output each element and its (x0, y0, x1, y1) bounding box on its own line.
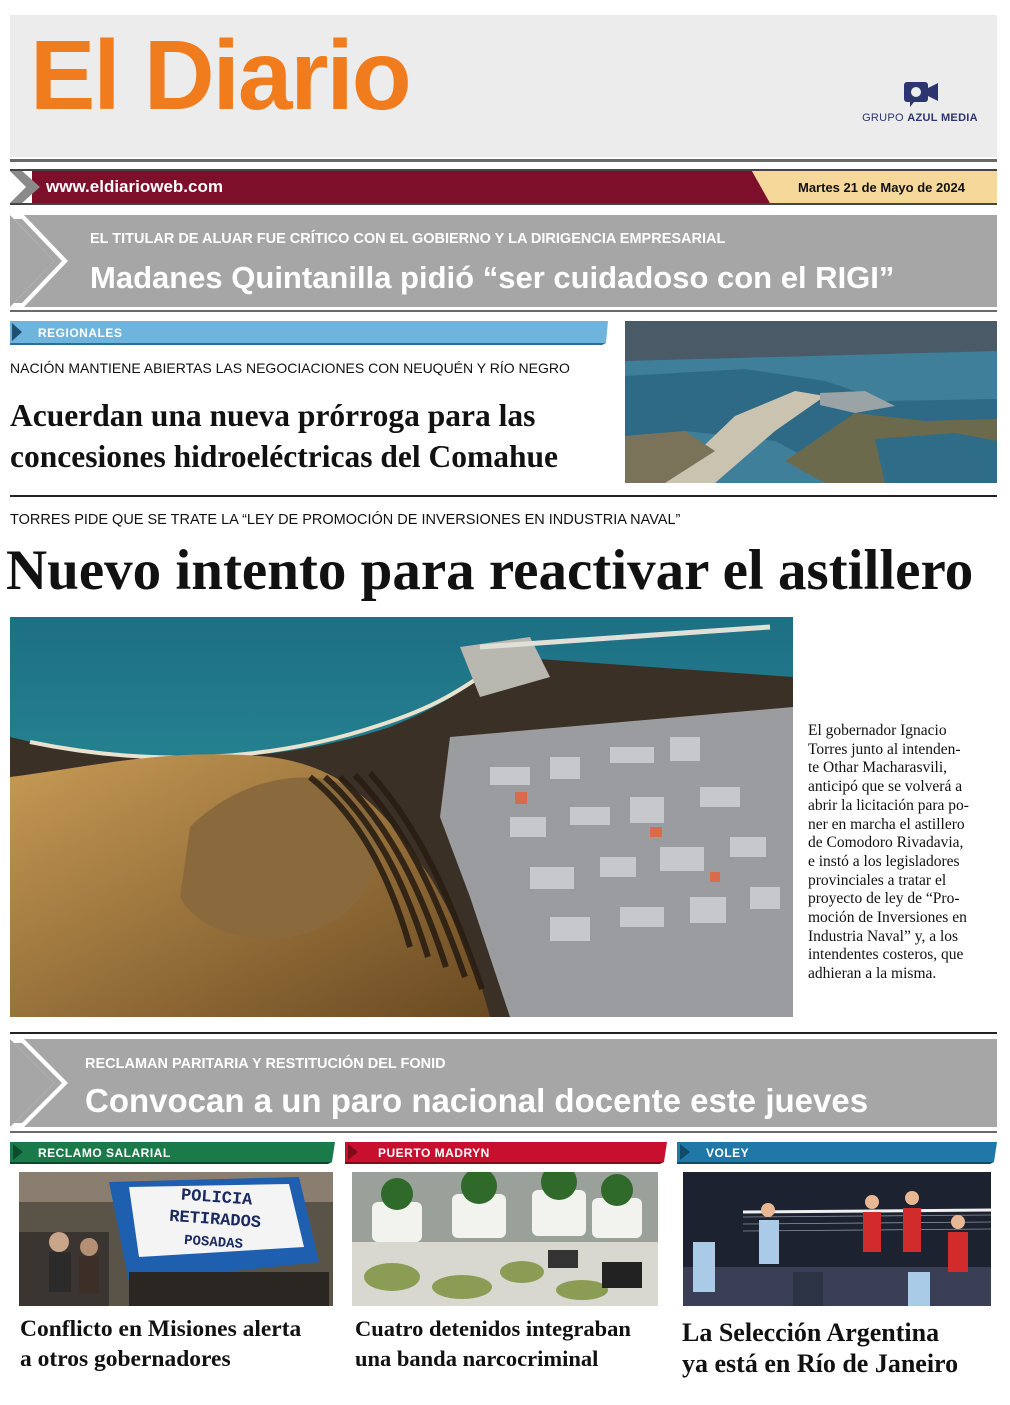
body-line: proyecto de ley de “Pro- (808, 890, 960, 908)
strike-headline[interactable]: Convocan a un paro nacional docente este jueves (85, 1082, 869, 1119)
logo-text: El Diario (30, 20, 410, 130)
lead-kicker: EL TITULAR DE ALUAR FUE CRÍTICO CON EL GOBIERNO Y LA DIRIGENCIA EMPRESARIAL (90, 231, 726, 247)
site-url-link[interactable]: www.eldiarioweb.com (46, 177, 223, 196)
body-line: provinciales a tratar el (808, 871, 947, 889)
body-line: te Othar Macharasvili, (808, 759, 948, 777)
regional-headline-line1: Acuerdan una nueva prórroga para las (10, 398, 536, 433)
group-prefix: GRUPO (862, 112, 904, 124)
chevron-right-icon (10, 215, 70, 307)
body-line: adhieran a la misma. (808, 965, 937, 983)
lead-headline[interactable]: Madanes Quintanilla pidió “ser cuidadoso con el RIGI” (90, 260, 895, 295)
volleyball-match-photo[interactable] (683, 1172, 991, 1306)
section-label-puerto-madryn: PUERTO MADRYN (378, 1146, 490, 1160)
body-line: El gobernador Ignacio (808, 722, 947, 739)
main-kicker: TORRES PIDE QUE SE TRATE LA “LEY DE PROMOCIÓN DE INVERSIONES EN INDUSTRIA NAVAL” (10, 512, 681, 528)
section-label-reclamo-salarial: RECLAMO SALARIAL (38, 1146, 171, 1160)
regional-kicker: NACIÓN MANTIENE ABIERTAS LAS NEGOCIACIONES CON NEUQUÉN Y RÍO NEGRO (10, 360, 570, 376)
headline-line: a otros gobernadores (20, 1346, 231, 1373)
section-label-regionales: REGIONALES (38, 326, 123, 340)
story-headline[interactable] (20, 1316, 301, 1373)
body-line: ner en marcha el astillero (808, 815, 965, 833)
story-headline[interactable] (682, 1318, 958, 1378)
main-body-text (808, 722, 998, 984)
regional-headline-line2: concesiones hidroeléctricas del Comahue (10, 439, 558, 475)
seized-plants-photo[interactable] (352, 1172, 658, 1306)
issue-date: Martes 21 de Mayo de 2024 (798, 180, 965, 195)
camera-icon (900, 78, 940, 108)
body-line: anticipó que se volverá a (808, 778, 963, 796)
divider (10, 495, 997, 497)
dam-reservoir-photo[interactable] (625, 321, 997, 483)
headline-line: Cuatro detenidos integraban (355, 1316, 631, 1341)
body-line: Industria Naval” y, a los (808, 927, 959, 945)
headline-line: ya está en Río de Janeiro (682, 1349, 959, 1379)
protest-banner-text (148, 1184, 282, 1259)
main-headline[interactable]: Nuevo intento para reactivar el astillero (6, 539, 974, 602)
banner-line: POLICIA (180, 1186, 253, 1211)
headline-line: Conflicto en Misiones alerta (20, 1316, 302, 1342)
chevron-right-icon (10, 1039, 70, 1127)
section-label-voley: VOLEY (706, 1146, 750, 1160)
aerial-coastal-city-photo[interactable] (10, 617, 793, 1017)
divider (10, 1032, 997, 1034)
story-headline[interactable] (355, 1316, 631, 1371)
banner-line: RETIRADOS (168, 1207, 262, 1234)
banner-line: POSADAS (183, 1232, 244, 1253)
headline-line: una banda narcocriminal (355, 1346, 599, 1372)
group-logo (860, 78, 980, 124)
body-line: de Comodoro Rivadavia, (808, 834, 964, 852)
group-name: AZUL MEDIA (907, 112, 978, 124)
strike-kicker: RECLAMAN PARITARIA Y RESTITUCIÓN DEL FONID (85, 1056, 446, 1072)
newspaper-logo[interactable] (30, 20, 410, 130)
divider (10, 159, 997, 162)
body-line: e instó a los legisladores (808, 852, 960, 870)
regional-headline[interactable] (10, 398, 558, 475)
body-line: intendentes costeros, que (808, 946, 964, 964)
divider (10, 1131, 997, 1133)
headline-line: La Selección Argentina (682, 1318, 940, 1347)
divider (10, 310, 997, 312)
body-line: abrir la licitación para po- (808, 796, 969, 814)
body-line: Torres junto al intenden- (808, 740, 961, 758)
body-line: moción de Inversiones en (808, 909, 967, 927)
